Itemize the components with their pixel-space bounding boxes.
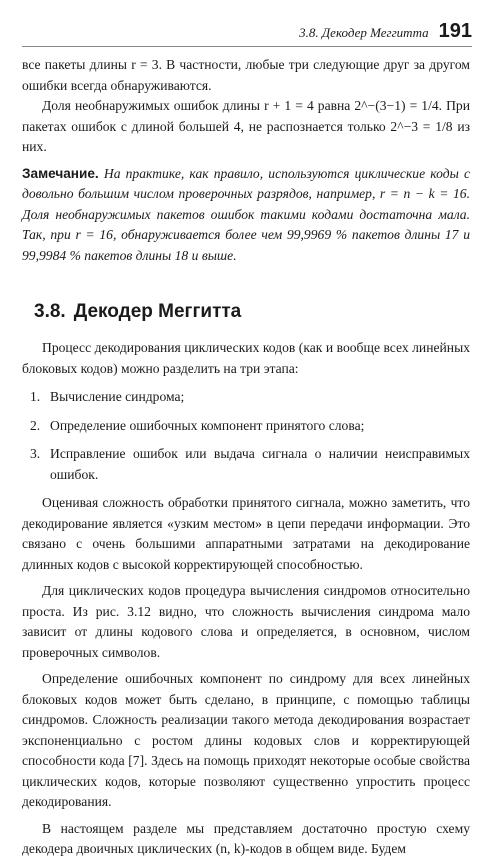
paragraph-undetected-share: Доля необнаружимых ошибок длины r + 1 = 4 равна 2^−(3−1) = 1/4. При пакетах ошибок с длиной большей 4, не распознается только 2^−3 = 1/8 из них. bbox=[22, 98, 470, 154]
remark-text: На практике, как правило, используются циклические коды с довольно большим числом проверочных разрядов, например, r = n − k = 16. Доля необнаружимых пакетов ошибок такими кодами достаточна мала. Так, при r = 16, обнаруживается более чем 99,9969 % пакетов длины 17 и 99,9984 % пакетов длины 18 и выше. bbox=[22, 165, 470, 263]
section-heading bbox=[34, 300, 470, 324]
paragraph-syndrome: Для циклических кодов процедура вычисления синдромов относительно проста. Из рис. 3.12 видно, что сложность вычисления синдрома мало зависит от длины кодового слова и определяется, в основном, числом проверочных символов. bbox=[22, 583, 470, 660]
paragraph-error-location: Определение ошибочных компонент по синдрому для всех линейных блоковых кодов может быть сделано, в принципе, с помощью таблицы синдромов. Сложность реализации такого метода декодирования возрастает экспоненциально с ростом длины кодовых слов и корректирующей способности кода [7]. Здесь на помощь приходят некоторые особые свойства циклических кодов, которые позволяют существенно упростить процесс декодирования. bbox=[22, 671, 470, 809]
list-item bbox=[22, 416, 470, 437]
list-item-text: Исправление ошибок или выдача сигнала о наличии неисправимых ошибок. bbox=[50, 446, 470, 482]
paragraph-complexity: Оценивая сложность обработки принятого сигнала, можно заметить, что декодирование является «узким местом» в цепи передачи информации. Это связано с очень большими аппаратными затратами на декодирование длинных кодов с высокой корректирующей способностью. bbox=[22, 495, 470, 572]
section-number: 3.8. bbox=[34, 301, 66, 322]
remark-label: Замечание. bbox=[22, 165, 99, 181]
running-title: 3.8. Декодер Меггитта bbox=[299, 25, 429, 40]
list-item bbox=[22, 387, 470, 408]
decoding-steps-list bbox=[22, 387, 470, 485]
remark bbox=[22, 164, 470, 267]
list-item-number: 2. bbox=[30, 417, 41, 433]
list-item-number: 3. bbox=[30, 446, 41, 461]
paragraph-intro: Процесс декодирования циклических кодов (как и вообще всех линейных блоковых кодов) можно разделить на три этапа: bbox=[22, 340, 470, 376]
section-title: Декодер Меггитта bbox=[73, 301, 242, 322]
page-number: 191 bbox=[438, 20, 472, 42]
list-item-text: Определение ошибочных компонент принятого слова; bbox=[50, 417, 365, 433]
book-page bbox=[22, 20, 470, 860]
list-item bbox=[22, 444, 470, 485]
paragraph-this-section: В настоящем разделе мы представляем достаточно простую схему декодера двоичных циклических (n, k)-кодов в общем виде. Будем bbox=[22, 820, 470, 856]
paragraph-continuation: все пакеты длины r = 3. В частности, любые три следующие друг за другом ошибки всегда обнаруживаются. bbox=[22, 57, 470, 93]
running-header bbox=[22, 20, 472, 47]
list-item-number: 1. bbox=[30, 389, 41, 404]
list-item-text: Вычисление синдрома; bbox=[50, 389, 185, 404]
